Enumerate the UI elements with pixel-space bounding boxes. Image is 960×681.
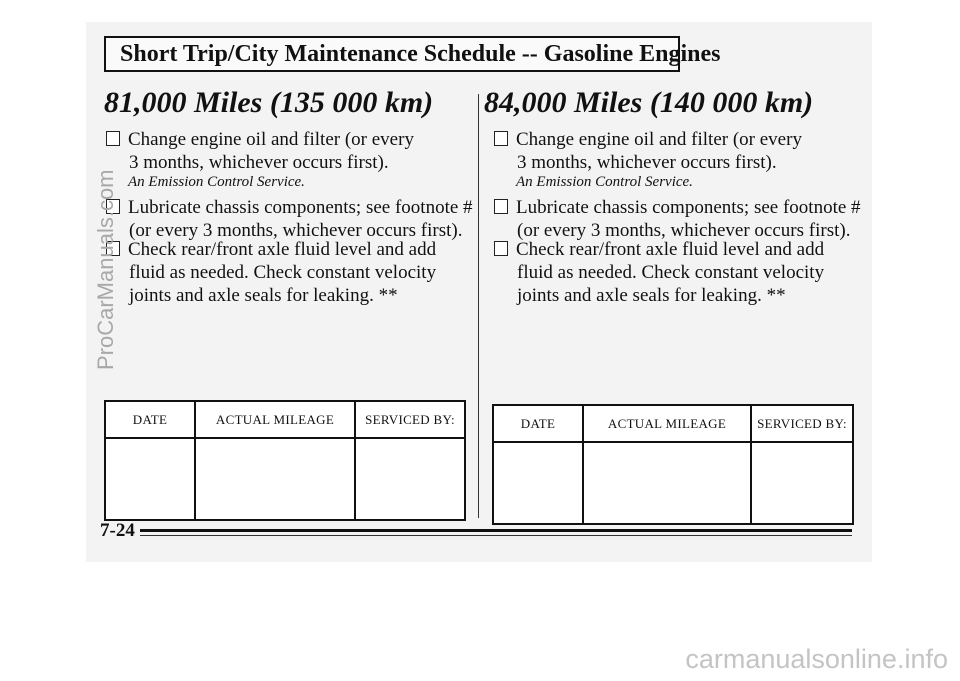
item-text: 3 months, whichever occurs first). <box>129 152 389 173</box>
item-text: (or every 3 months, whichever occurs first). <box>129 220 463 241</box>
table-header-serviced-by: SERVICED BY: <box>751 405 853 442</box>
checklist-item <box>494 196 861 242</box>
schedule-header <box>104 36 721 72</box>
table-header-mileage: ACTUAL MILEAGE <box>195 401 355 438</box>
item-text: joints and axle seals for leaking. ** <box>129 285 398 306</box>
service-log-table-84000 <box>492 404 854 525</box>
item-text: 3 months, whichever occurs first). <box>517 152 777 173</box>
checklist-item <box>494 238 824 307</box>
table-row <box>105 438 465 520</box>
watermark-text: ProCarManuals.com <box>93 169 118 370</box>
schedule-header-title: Short Trip/City Maintenance Schedule -- Gasoline Engines <box>120 40 721 67</box>
serviced-by-cell[interactable] <box>751 442 853 524</box>
section-title-84000: 84,000 Miles (140 000 km) <box>484 86 814 119</box>
table-row <box>493 442 853 524</box>
checklist-item <box>106 238 436 307</box>
checkbox[interactable] <box>494 131 508 146</box>
mileage-cell[interactable] <box>195 438 355 520</box>
section-title-81000: 81,000 Miles (135 000 km) <box>104 86 434 119</box>
emission-note: An Emission Control Service. <box>128 174 305 190</box>
mileage-cell[interactable] <box>583 442 751 524</box>
item-text: fluid as needed. Check constant velocity <box>517 262 825 283</box>
table-header-mileage: ACTUAL MILEAGE <box>583 405 751 442</box>
item-text: Change engine oil and filter (or every <box>516 129 802 150</box>
footer-url: carmanualsonline.info <box>685 644 948 674</box>
serviced-by-cell[interactable] <box>355 438 465 520</box>
checklist-item <box>494 128 802 174</box>
emission-note: An Emission Control Service. <box>516 174 693 190</box>
service-log-table-81000 <box>104 400 466 521</box>
page-number: 7-24 <box>100 520 135 541</box>
footer-rule-thin <box>140 535 852 536</box>
date-cell[interactable] <box>493 442 583 524</box>
footer-rule <box>140 529 852 532</box>
table-header-serviced-by: SERVICED BY: <box>355 401 465 438</box>
checklist-item <box>106 128 414 174</box>
item-text: Check rear/front axle fluid level and add <box>516 239 825 260</box>
item-text: Check rear/front axle fluid level and add <box>128 239 437 260</box>
item-text: Lubricate chassis components; see footnote # <box>128 197 473 218</box>
table-header-date: DATE <box>105 401 195 438</box>
checklist-item <box>106 196 473 242</box>
table-header-date: DATE <box>493 405 583 442</box>
item-text: Change engine oil and filter (or every <box>128 129 414 150</box>
item-text: (or every 3 months, whichever occurs first). <box>517 220 851 241</box>
item-text: fluid as needed. Check constant velocity <box>129 262 437 283</box>
column-divider <box>478 94 479 518</box>
checkbox[interactable] <box>494 199 508 214</box>
checkbox[interactable] <box>494 241 508 256</box>
date-cell[interactable] <box>105 438 195 520</box>
item-text: joints and axle seals for leaking. ** <box>517 285 786 306</box>
item-text: Lubricate chassis components; see footnote # <box>516 197 861 218</box>
checkbox[interactable] <box>106 131 120 146</box>
